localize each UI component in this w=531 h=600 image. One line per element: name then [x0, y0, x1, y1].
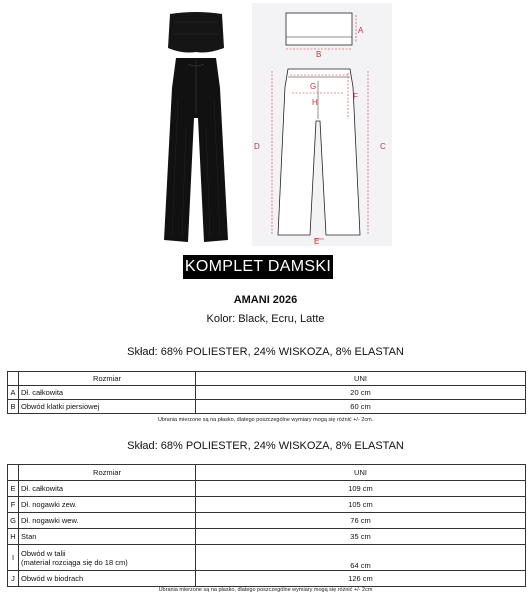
row-value: 20 cm [196, 386, 526, 400]
composition-2: Skład: 68% POLIESTER, 24% WISKOZA, 8% ELASTAN [127, 440, 404, 452]
row-code: I [8, 545, 19, 571]
diagram-letter-a: A [358, 26, 364, 35]
row-code: J [8, 571, 19, 587]
row-code: F [8, 497, 19, 513]
row-value: 126 cm [196, 571, 526, 587]
row-name: Obwód w biodrach [19, 571, 196, 587]
composition-1: Skład: 68% POLIESTER, 24% WISKOZA, 8% ELASTAN [127, 346, 404, 358]
row-name: Obwód klatki piersiowej [19, 400, 196, 414]
diagram-letter-c: C [380, 142, 386, 151]
model-name: AMANI 2026 [233, 294, 298, 306]
table-header-uni: UNI [196, 372, 526, 386]
table-row [8, 571, 526, 587]
table-cell [8, 465, 19, 481]
row-name: Dł. nogawki zew. [19, 497, 196, 513]
row-code: A [8, 386, 19, 400]
table-row [8, 400, 526, 414]
row-name: Stan [19, 529, 196, 545]
row-value: 109 cm [196, 481, 526, 497]
table-row [8, 529, 526, 545]
table-row [8, 481, 526, 497]
product-photo [158, 8, 234, 246]
size-table-top [7, 371, 526, 414]
table-cell [8, 372, 19, 386]
table-row [8, 513, 526, 529]
row-code: B [8, 400, 19, 414]
row-name: Dł. całkowita [19, 386, 196, 400]
row-code: G [8, 513, 19, 529]
row-name: Dł. nogawki wew. [19, 513, 196, 529]
row-value: 35 cm [196, 529, 526, 545]
measurement-note-1: Ubrania mierzone są na płasko, dlatego poszczególne wymiary mogą się różnić +/- 2cm. [157, 417, 374, 423]
measurement-note-2: Ubrania mierzone są na płasko, dlatego poszczególne wymiary mogą się różnić +/- 2cm [158, 587, 373, 593]
row-name [19, 545, 196, 571]
size-table-bottom [7, 464, 526, 587]
table-row [8, 545, 526, 571]
table-header-size: Rozmiar [19, 465, 196, 481]
row-value: 105 cm [196, 497, 526, 513]
diagram-letter-f: F [353, 92, 358, 101]
measurement-diagram [252, 3, 392, 246]
diagram-letter-e: E [314, 237, 320, 246]
row-name-line2: (materiał rozciąga się do 18 cm) [21, 557, 128, 567]
row-code: H [8, 529, 19, 545]
diagram-letter-g: G [310, 82, 317, 91]
table-header-size: Rozmiar [19, 372, 196, 386]
table-header-uni: UNI [196, 465, 526, 481]
row-value: 64 cm [196, 545, 526, 571]
color-info: Kolor: Black, Ecru, Latte [206, 313, 325, 325]
row-value: 60 cm [196, 400, 526, 414]
row-name: Dł. całkowita [19, 481, 196, 497]
diagram-letter-b: B [316, 50, 322, 59]
row-name-line1: Obwód w talii [21, 548, 66, 558]
table-row [8, 386, 526, 400]
table-row [8, 497, 526, 513]
diagram-letter-h: H [312, 98, 318, 107]
row-value: 76 cm [196, 513, 526, 529]
diagram-letter-d: D [254, 142, 260, 151]
row-code: E [8, 481, 19, 497]
product-title: KOMPLET DAMSKI [183, 255, 333, 279]
